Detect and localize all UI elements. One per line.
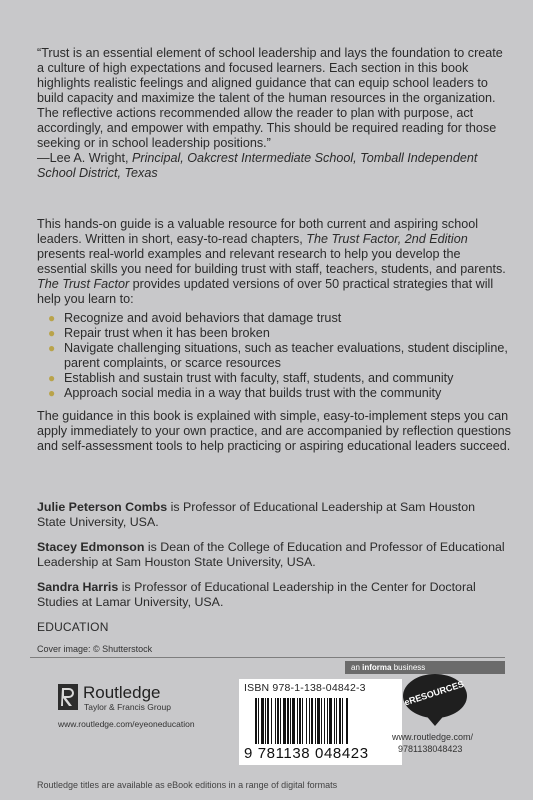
attribution-title: Principal, Oakcrest Intermediate School, Tomball Independent School District, Texas — [37, 151, 478, 180]
author-bio — [37, 500, 507, 530]
barcode-bar — [275, 698, 276, 744]
endorsement-quote — [37, 46, 507, 181]
list-item — [48, 371, 514, 386]
barcode-bar — [287, 698, 289, 744]
barcode-bar — [311, 698, 313, 744]
bullet-dot-icon: ● — [48, 341, 56, 355]
guidance-paragraph: The guidance in this book is explained with simple, easy-to-implement steps you can apply immediately to your own practice, and are accompanied by reflection questions and self-assessment tools to help practicing or aspiring educational leaders succeed. — [37, 409, 511, 453]
informa-suffix: business — [391, 663, 426, 672]
publisher-url[interactable]: www.routledge.com/eyeoneducation — [58, 719, 195, 729]
informa-brand: informa — [362, 663, 392, 672]
barcode-bar — [280, 698, 281, 744]
barcode-bar — [321, 698, 322, 744]
barcode-bar — [261, 698, 264, 744]
intro-part-3: provides updated versions of over 50 practical strategies that will help you learn to: — [37, 277, 494, 306]
list-item-text: Recognize and avoid behaviors that damage trust — [64, 311, 342, 325]
divider — [30, 657, 505, 658]
barcode-bar — [339, 698, 341, 744]
intro-part-1: This hands-on guide is a valuable resource for both current and aspiring school leaders. Written in short, easy-to-read chapters, — [37, 217, 479, 246]
intro-book-title-1: The Trust Factor, 2nd Edition — [306, 232, 468, 246]
cover-credit: Cover image: © Shutterstock — [37, 644, 153, 654]
attribution-name: —Lee A. Wright, — [37, 151, 132, 165]
barcode-bar — [324, 698, 325, 744]
barcode-bar — [271, 698, 272, 744]
author-bio-text: is Dean of the College of Education and Professor of Educational Leadership at Sam Houston State University, USA. — [37, 540, 505, 569]
publisher-group: Taylor & Francis Group — [84, 702, 171, 712]
barcode-bar — [346, 698, 348, 744]
eresources-label: eRESOURCES — [403, 678, 466, 708]
eresources-url[interactable]: www.routledge.com/ — [392, 732, 474, 742]
bullet-dot-icon: ● — [48, 386, 56, 400]
bullet-dot-icon: ● — [48, 311, 56, 325]
quote-text: “Trust is an essential element of school leadership and lays the foundation to create a culture of high expectations and focused learners. Each section in this book highlights realistic feelings and aligned guidance that can equip school leaders to build capacity and maximize the talent of the human resources in the organization. The reflective actions recommended allow the reader to plan with purpose, act accordingly, and empower with empathy. This should be required reading for those seeking or in school leadership positions.” — [37, 46, 503, 150]
eresources-badge-icon — [400, 672, 470, 730]
barcode-digits: 9 781138 048423 — [244, 745, 369, 762]
ebook-availability-note: Routledge titles are available as eBook editions in a range of digital formats — [37, 780, 338, 790]
list-item — [48, 386, 514, 401]
list-item — [48, 326, 514, 341]
author-name: Sandra Harris — [37, 580, 119, 594]
eresources-isbn: 9781138048423 — [398, 744, 463, 754]
intro-paragraph — [37, 217, 512, 307]
barcode-bar — [292, 698, 295, 744]
barcode-bar — [336, 698, 337, 744]
list-item-text: Navigate challenging situations, such as teacher evaluations, student discipline, parent complaints, or scarce resources — [64, 341, 508, 370]
intro-book-title-2: The Trust Factor — [37, 277, 130, 291]
routledge-logo-icon — [58, 684, 78, 710]
author-bio — [37, 580, 507, 610]
list-item-text: Approach social media in a way that builds trust with the community — [64, 386, 442, 400]
barcode-bar — [302, 698, 303, 744]
isbn-number: ISBN 978-1-138-04842-3 — [244, 682, 366, 694]
barcode-bar — [342, 698, 343, 744]
barcode-bar — [267, 698, 269, 744]
quote-attribution — [37, 151, 507, 181]
intro-part-2: presents real-world examples and relevant research to help you develop the essential skills you need for building trust with staff, teachers, students, and parents. — [37, 247, 506, 276]
publisher-name: Routledge — [83, 683, 161, 702]
subject-category: EDUCATION — [37, 620, 109, 634]
barcode-bar — [306, 698, 307, 744]
author-name: Julie Peterson Combs — [37, 500, 168, 514]
barcode-bar — [297, 698, 298, 744]
list-item — [48, 311, 514, 326]
barcode-bar — [334, 698, 335, 744]
learning-points-list — [48, 311, 514, 401]
bullet-dot-icon: ● — [48, 326, 56, 340]
list-item-text: Establish and sustain trust with faculty, staff, students, and community — [64, 371, 454, 385]
author-bio — [37, 540, 507, 570]
barcode — [255, 698, 385, 744]
barcode-bar — [258, 698, 259, 744]
barcode-bar — [255, 698, 257, 744]
barcode-bar — [309, 698, 310, 744]
informa-prefix: an — [351, 663, 363, 672]
barcode-bar — [315, 698, 316, 744]
barcode-bar — [299, 698, 301, 744]
bullet-dot-icon: ● — [48, 371, 56, 385]
author-bio-text: is Professor of Educational Leadership at Sam Houston State University, USA. — [37, 500, 476, 529]
author-bio-text: is Professor of Educational Leadership in the Center for Doctoral Studies at Lamar University, USA. — [37, 580, 476, 609]
list-item — [48, 341, 514, 371]
barcode-bar — [277, 698, 279, 744]
author-name: Stacey Edmonson — [37, 540, 145, 554]
barcode-bar — [283, 698, 286, 744]
barcode-bar — [329, 698, 332, 744]
barcode-bar — [265, 698, 266, 744]
barcode-bar — [327, 698, 328, 744]
barcode-bar — [290, 698, 291, 744]
list-item-text: Repair trust when it has been broken — [64, 326, 270, 340]
barcode-bar — [317, 698, 320, 744]
